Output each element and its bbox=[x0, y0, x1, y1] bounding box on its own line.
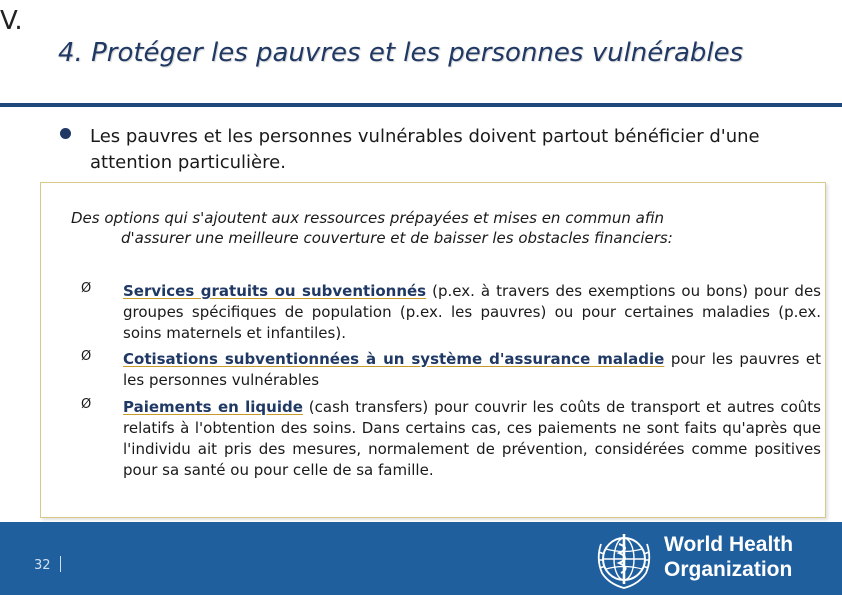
bullet-dot-icon bbox=[60, 128, 71, 139]
who-emblem-icon bbox=[593, 528, 655, 590]
section-numeral: V. bbox=[0, 6, 23, 36]
options-intro bbox=[71, 208, 821, 248]
who-logo-wordmark bbox=[664, 532, 793, 582]
option-item-1-body: (p.ex. à travers des exemptions ou bons) pour des groupes spécifiques de population (p.ex. les pauvres) ou pour certaines maladies (p.ex. soins maternels et infantiles). bbox=[123, 282, 821, 342]
who-logo-line-2: Organization bbox=[664, 558, 793, 581]
arrow-bullet-icon: Ø bbox=[81, 281, 92, 296]
option-item-1-heading: Services gratuits ou subventionnés bbox=[123, 282, 427, 300]
title-divider bbox=[0, 103, 842, 107]
options-intro-line-2: d'assurer une meilleure couverture et de baisser les obstacles financiers: bbox=[121, 229, 673, 247]
page-number-separator bbox=[60, 556, 61, 572]
who-logo-line-1: World Health bbox=[664, 533, 794, 556]
footer-band bbox=[0, 522, 842, 595]
option-item-2-heading: Cotisations subventionnées à un système d'assurance maladie bbox=[123, 350, 665, 368]
option-item-3-body: (cash transfers) pour couvrir les coûts de transport et autres coûts relatifs à l'obtention des soins. Dans certains cas, ces paiements ne sont faits qu'après que l'individu ait pris des mesures, normalement de prévention, considérées comme positives pour sa santé ou pour celle de sa famille. bbox=[123, 398, 821, 479]
option-item-1-text bbox=[123, 281, 821, 344]
main-bullet-text: Les pauvres et les personnes vulnérables doivent partout bénéficier d'une attention particulière. bbox=[90, 126, 760, 173]
options-intro-line-1: Des options qui s'ajoutent aux ressources prépayées et mises en commun afin bbox=[71, 209, 665, 227]
page-number: 32 bbox=[34, 558, 51, 573]
arrow-bullet-icon: Ø bbox=[81, 349, 92, 364]
arrow-bullet-icon: Ø bbox=[81, 397, 92, 412]
option-item-3-text bbox=[123, 397, 821, 481]
option-item-3-heading: Paiements en liquide bbox=[123, 398, 303, 416]
option-item-2-body: pour les pauvres et les personnes vulnérables bbox=[123, 350, 821, 389]
options-box bbox=[40, 182, 826, 518]
slide-title: 4. Protéger les pauvres et les personnes vulnérables bbox=[58, 38, 744, 68]
option-item-2-text bbox=[123, 349, 821, 391]
